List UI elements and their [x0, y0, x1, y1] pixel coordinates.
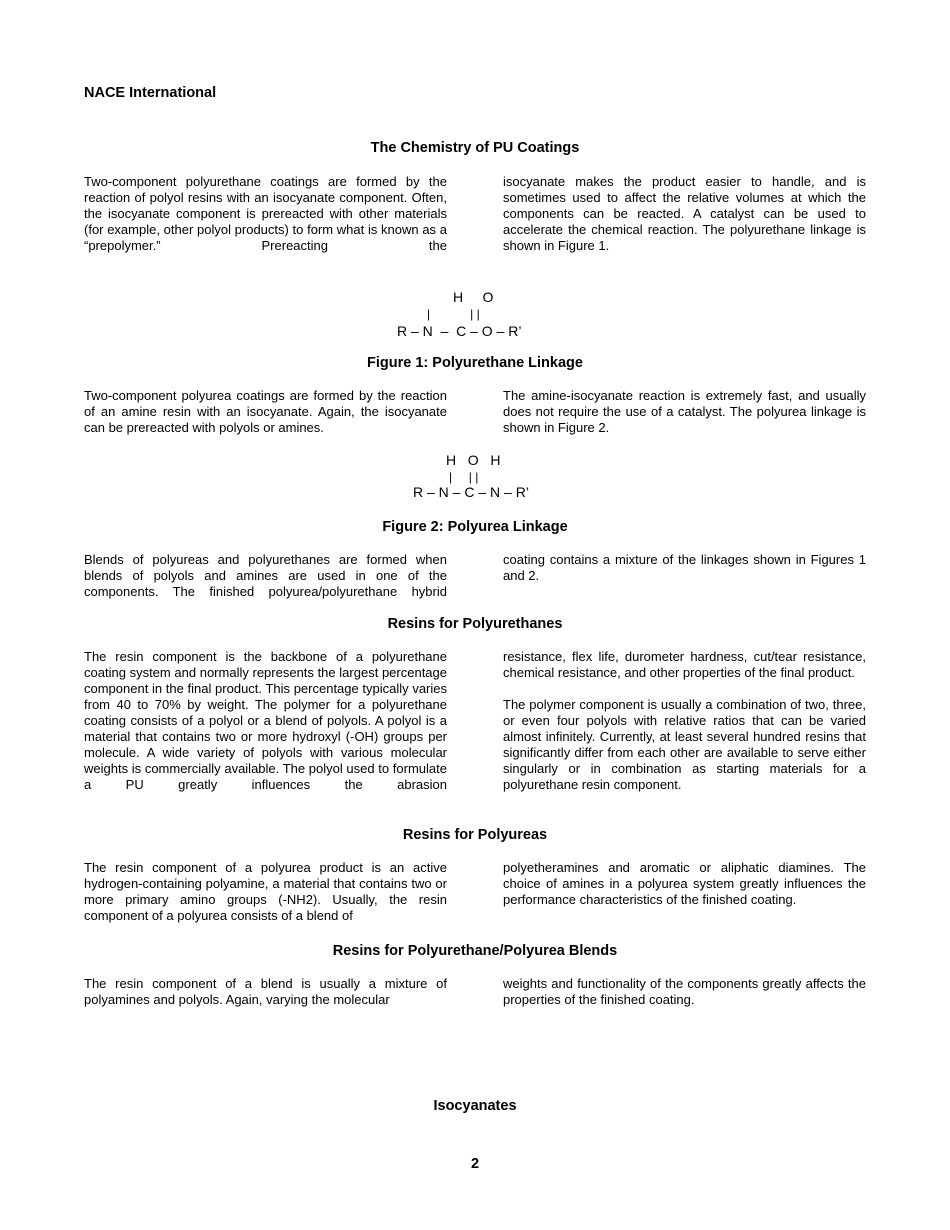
paragraph-text: The resin component is the backbone of a polyurethane coating system and normally represents the largest percentage component in the final product. This percentage typically varies from 40 to 70% by weight. The polymer for a polyurethane coating consists of a polyol or a blend of polyols. A polyol is a material that contains two or more hydroxyl (-OH) groups per molecule. A wide variety of polyols with various molecular weights is commercially available. The polyol used to formulate a PU greatly influences the abrasion [84, 649, 447, 792]
paragraph-polyurea-right [503, 388, 866, 436]
figure1-formula-row3: R – N – C – O – R’ [397, 323, 522, 339]
paragraph-text: resistance, flex life, durometer hardness, cut/tear resistance, chemical resistance, and other properties of the final product. [503, 649, 866, 680]
paragraph-polyurea-left [84, 388, 447, 436]
section-heading-isocyanates: Isocyanates [433, 1098, 517, 1114]
paragraph-text: The resin component of a blend is usually a mixture of polyamines and polyols. Again, varying the molecular [84, 976, 447, 1007]
figure2-caption: Figure 2: Polyurea Linkage [382, 519, 568, 535]
paragraph-text: isocyanate makes the product easier to handle, and is sometimes used to affect the relative volumes at which the components can be reacted. A catalyst can be used to accelerate the chemical reaction. The polyurethane linkage is shown in Figure 1. [503, 174, 866, 253]
paragraph-resins-blends-left [84, 976, 447, 1008]
paragraph-text: Two-component polyurethane coatings are formed by the reaction of polyol resins with an isocyanate component. Often, the isocyanate component is prereacted with other materials (for example, other polyol products) to form what is known as a “prepolymer.” Prereacting the [84, 174, 447, 253]
paragraph-chemistry-left [84, 174, 447, 254]
figure1-formula-row2: | | | [427, 307, 480, 321]
paragraph-blends-left [84, 552, 447, 600]
paragraph-text: The polymer component is usually a combination of two, three, or even four polyols with relative ratios that can be varied almost infinitely. Currently, at least several hundred resins that significantly differ from each other are available to serve either singularly or in combination as starting materials for a polyurethane resin component. [503, 697, 866, 792]
paragraph-text: Blends of polyureas and polyurethanes are formed when blends of polyols and amines are used in one of the components. The finished polyurea/polyurethane hybrid [84, 552, 447, 599]
paragraph-text: Two-component polyurea coatings are formed by the reaction of an amine resin with an isocyanate. Again, the isocyanate can be prereacted with polyols or amines. [84, 388, 447, 435]
figure2-formula-row2: | | | [449, 470, 479, 484]
paragraph-resins-pu-left [84, 649, 447, 793]
paragraph-text: polyetheramines and aromatic or aliphatic diamines. The choice of amines in a polyurea system greatly influences the performance characteristics of the finished coating. [503, 860, 866, 907]
paragraph-text: weights and functionality of the components greatly affects the properties of the finished coating. [503, 976, 866, 1007]
figure1-formula-row1: H O [453, 289, 494, 305]
header-organization: NACE International [84, 85, 217, 101]
paragraph-resins-pu-right [503, 649, 866, 793]
paragraph-text: The amine-isocyanate reaction is extremely fast, and usually does not require the use of a catalyst. The polyurea linkage is shown in Figure 2. [503, 388, 866, 435]
page-number: 2 [470, 1156, 480, 1172]
paragraph-text: coating contains a mixture of the linkages shown in Figures 1 and 2. [503, 552, 866, 583]
paragraph-resins-polyureas-right [503, 860, 866, 908]
section-heading-resins-polyurethanes: Resins for Polyurethanes [387, 616, 563, 632]
paragraph-text: The resin component of a polyurea product is an active hydrogen-containing polyamine, a material that contains two or more primary amino groups (-NH2). Usually, the resin component of a polyurea consists of a blend of [84, 860, 447, 923]
paragraph-resins-polyureas-left [84, 860, 447, 924]
section-heading-resins-blends: Resins for Polyurethane/Polyurea Blends [332, 943, 618, 959]
paragraph-chemistry-right [503, 174, 866, 254]
paragraph-blends-right [503, 552, 866, 584]
figure1-caption: Figure 1: Polyurethane Linkage [367, 355, 583, 371]
section-heading-chemistry: The Chemistry of PU Coatings [370, 140, 580, 156]
paragraph-resins-blends-right [503, 976, 866, 1008]
section-heading-resins-polyureas: Resins for Polyureas [402, 827, 548, 843]
figure2-formula-row3: R – N – C – N – R’ [413, 484, 529, 500]
figure2-formula-row1: H O H [446, 452, 501, 468]
